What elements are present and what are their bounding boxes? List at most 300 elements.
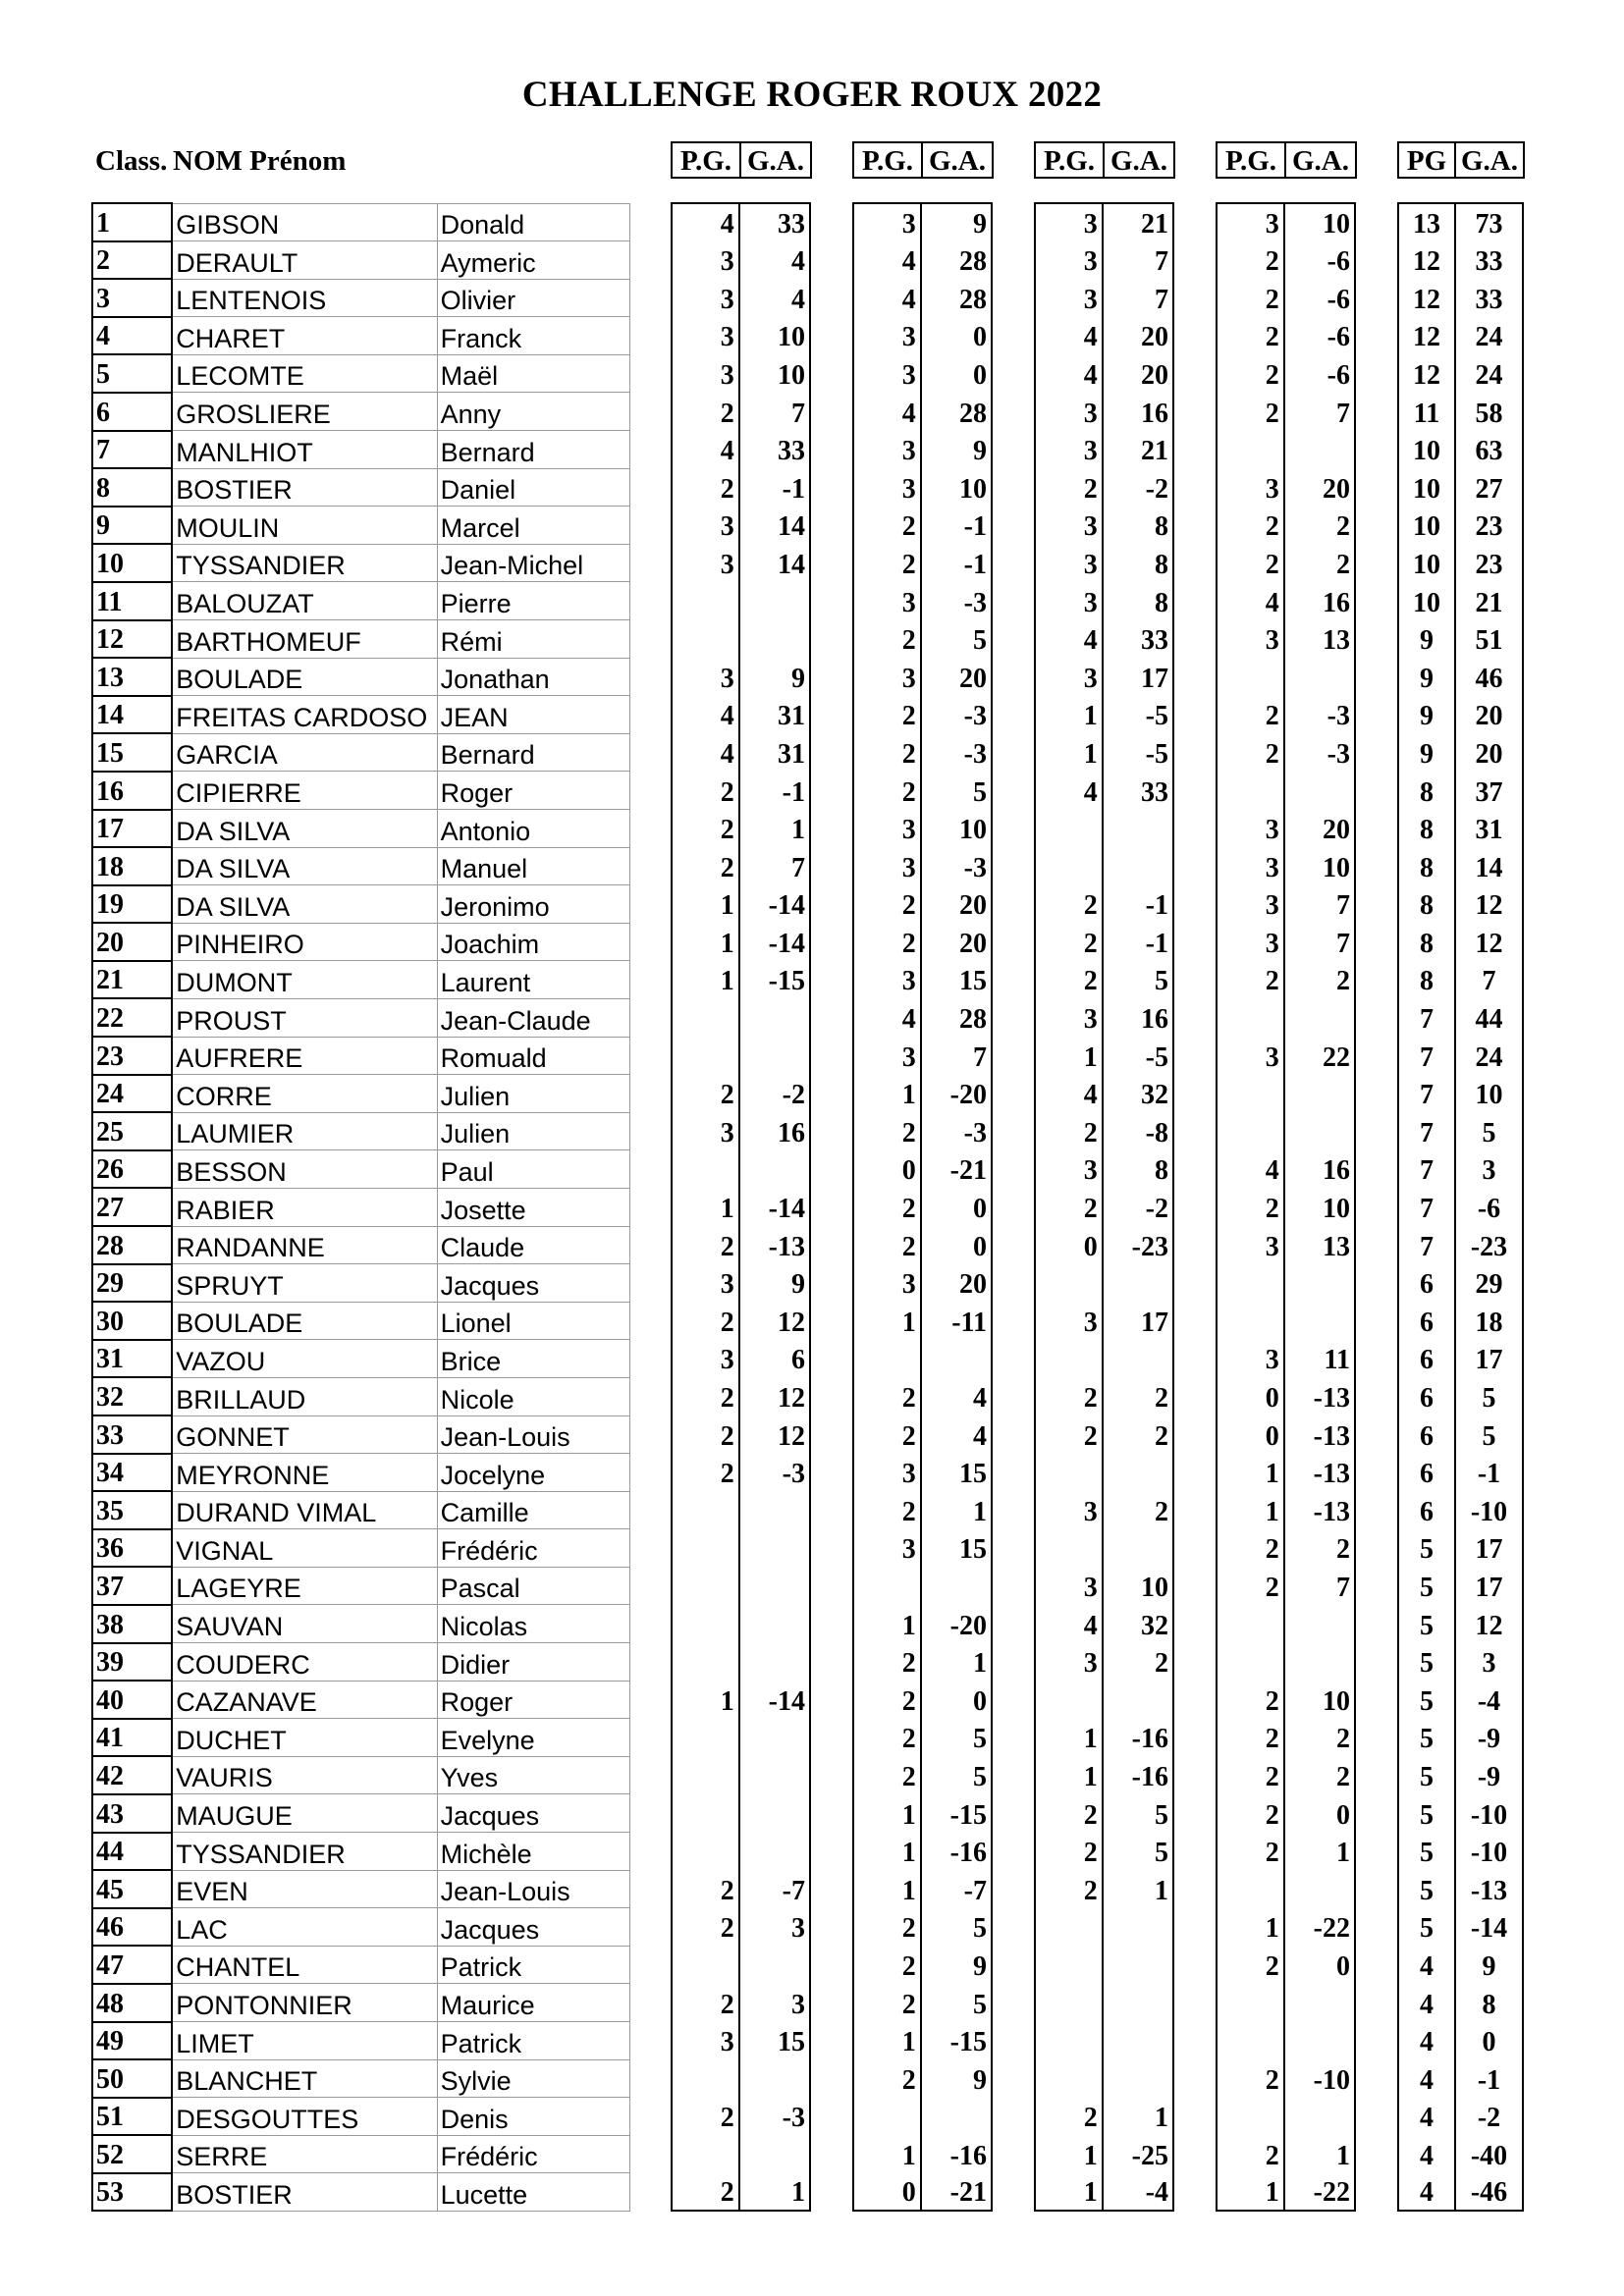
total-pg-cell: 9	[1398, 733, 1455, 772]
total-ga-cell: 17	[1475, 1345, 1503, 1376]
pg-cell: 2	[1217, 961, 1284, 999]
table-row	[92, 1794, 630, 1833]
score-row	[1217, 1302, 1355, 1340]
pg-cell	[672, 1529, 739, 1568]
pg-cell: 2	[853, 2059, 921, 2098]
rank-cell: 35	[92, 1491, 172, 1529]
pg-cell: 3	[1217, 1340, 1284, 1378]
rank-cell: 14	[92, 696, 172, 734]
last-name-cell: BALOUZAT	[172, 582, 437, 620]
header-total	[1397, 141, 1525, 179]
rank-cell: 48	[92, 1984, 172, 2022]
table-row	[92, 1075, 630, 1113]
last-name-cell: DURAND VIMAL	[172, 1491, 437, 1529]
ga-cell: 15	[959, 1534, 987, 1566]
ga-cell: 31	[778, 738, 805, 770]
score-row	[853, 1112, 992, 1150]
score-row	[853, 279, 992, 317]
rank-cell: 45	[92, 1870, 172, 1908]
total-row	[1398, 1643, 1523, 1682]
ga-cell: 10	[1323, 1685, 1350, 1717]
last-name-cell: DUMONT	[172, 961, 437, 999]
rank-cell: 7	[92, 431, 172, 469]
last-name-cell: VAURIS	[172, 1756, 437, 1794]
pg-cell	[672, 1756, 739, 1794]
total-row	[1398, 2135, 1523, 2173]
score-row	[672, 468, 810, 507]
last-name-cell: LAUMIER	[172, 1112, 437, 1150]
pg-cell: 2	[672, 810, 739, 848]
score-row	[1217, 1719, 1355, 1757]
score-row	[853, 620, 992, 659]
total-pg-cell: 8	[1398, 847, 1455, 885]
total-ga-cell: 51	[1475, 625, 1503, 657]
ga-cell: 0	[973, 359, 987, 391]
rank-cell: 38	[92, 1605, 172, 1643]
ga-cell: 2	[1155, 1383, 1168, 1414]
total-row	[1398, 1794, 1523, 1833]
ga-cell: 8	[1155, 1155, 1168, 1187]
rank-cell: 50	[92, 2059, 172, 2098]
pg-cell: 2	[853, 1112, 921, 1150]
first-name-cell: Maurice	[437, 1984, 629, 2022]
ga-cell: 28	[959, 246, 987, 278]
ga-cell: 11	[1324, 1345, 1350, 1376]
total-ga-cell: 24	[1475, 1041, 1503, 1073]
score-row	[1035, 354, 1173, 393]
pg-cell: 3	[1217, 620, 1284, 659]
ga-cell: 28	[959, 284, 987, 315]
pg-cell: 2	[672, 393, 739, 431]
table-row	[92, 1870, 630, 1908]
ga-cell: 4	[791, 246, 805, 278]
pg-cell: 2	[853, 1188, 921, 1226]
rank-cell: 37	[92, 1567, 172, 1605]
total-pg-cell: 5	[1398, 1529, 1455, 1568]
ga-cell	[1284, 1112, 1355, 1150]
pg-cell	[853, 2098, 921, 2136]
pg-cell: 1	[853, 1605, 921, 1643]
score-row	[1035, 847, 1173, 885]
table-row	[92, 2059, 630, 2098]
table-row	[92, 1264, 630, 1303]
ga-cell: 1	[973, 1648, 987, 1680]
ga-cell	[739, 1719, 810, 1757]
table-row	[92, 620, 630, 659]
ga-cell: 20	[959, 890, 987, 922]
score-row	[1035, 1756, 1173, 1794]
total-ga-cell: 5	[1482, 1117, 1496, 1148]
ga-cell: -14	[768, 1685, 805, 1717]
score-row	[1035, 1870, 1173, 1908]
pg-cell: 2	[853, 1946, 921, 1984]
last-name-cell: RABIER	[172, 1188, 437, 1226]
ga-cell: 2	[1336, 1761, 1350, 1792]
score-row	[1217, 1946, 1355, 1984]
total-pg-cell: 7	[1398, 1226, 1455, 1264]
pg-cell: 3	[853, 1529, 921, 1568]
ga-cell: 6	[791, 1345, 805, 1376]
ga-cell	[921, 2098, 992, 2136]
score-row	[853, 468, 992, 507]
rank-cell: 31	[92, 1340, 172, 1378]
score-row	[672, 620, 810, 659]
ga-cell: 5	[973, 1989, 987, 2020]
score-row	[1217, 2022, 1355, 2060]
rank-cell: 33	[92, 1415, 172, 1454]
pg-cell: 3	[853, 203, 921, 241]
total-row	[1398, 1377, 1523, 1415]
table-row	[92, 1454, 630, 1492]
ga-cell	[1284, 1075, 1355, 1113]
ga-cell: 0	[1336, 1799, 1350, 1831]
score-row	[1217, 1491, 1355, 1529]
total-row	[1398, 1984, 1523, 2022]
rank-cell: 41	[92, 1719, 172, 1757]
last-name-cell: CHANTEL	[172, 1946, 437, 1984]
ga-cell: 12	[778, 1420, 805, 1452]
ga-cell: -8	[1145, 1117, 1168, 1148]
last-name-cell: CORRE	[172, 1075, 437, 1113]
score-row	[1217, 2059, 1355, 2098]
score-row	[672, 1075, 810, 1113]
last-name-cell: SPRUYT	[172, 1264, 437, 1303]
ga-cell: 20	[1141, 359, 1168, 391]
total-pg-cell: 7	[1398, 998, 1455, 1037]
total-row	[1398, 279, 1523, 317]
pg-cell	[672, 1719, 739, 1757]
total-row	[1398, 1833, 1523, 1871]
score-row	[1035, 772, 1173, 810]
score-row	[853, 2098, 992, 2136]
pg-cell	[672, 1491, 739, 1529]
first-name-cell: Frédéric	[437, 1529, 629, 1568]
ga-cell: 1	[1336, 2140, 1350, 2171]
rank-cell: 11	[92, 582, 172, 620]
ga-cell	[1284, 658, 1355, 696]
score-row	[1035, 961, 1173, 999]
total-pg-cell: 4	[1398, 1946, 1455, 1984]
table-row	[92, 2135, 630, 2173]
rank-cell: 44	[92, 1833, 172, 1871]
score-row	[672, 1529, 810, 1568]
pg-cell: 2	[853, 1908, 921, 1947]
total-ga-cell: 21	[1475, 587, 1503, 618]
score-row	[1035, 1377, 1173, 1415]
pg-cell	[1217, 1870, 1284, 1908]
first-name-cell: Brice	[437, 1340, 629, 1378]
score-row	[1035, 1264, 1173, 1303]
ga-cell: -13	[1313, 1383, 1350, 1414]
pg-cell: 1	[1035, 2173, 1103, 2212]
ga-cell: -3	[963, 701, 987, 732]
score-row	[672, 1946, 810, 1984]
pg-cell: 2	[1035, 885, 1103, 924]
pg-cell: 4	[1217, 1150, 1284, 1189]
score-row	[1217, 2098, 1355, 2136]
pg-cell: 3	[672, 317, 739, 355]
pg-cell: 1	[1035, 1037, 1103, 1075]
table-row	[92, 733, 630, 772]
table-row	[92, 961, 630, 999]
pg-cell	[1217, 1302, 1284, 1340]
score-row	[853, 1794, 992, 1833]
header-round-3	[1034, 141, 1175, 179]
score-row	[853, 393, 992, 431]
total-pg-cell: 12	[1398, 279, 1455, 317]
last-name-cell: BOSTIER	[172, 2173, 437, 2212]
header-ga: G.A.	[747, 145, 804, 177]
last-name-cell: GROSLIERE	[172, 393, 437, 431]
total-row	[1398, 354, 1523, 393]
pg-cell	[672, 2059, 739, 2098]
ga-cell: 8	[1155, 549, 1168, 580]
score-row	[672, 1870, 810, 1908]
header-round-2	[852, 141, 994, 179]
last-name-cell: DA SILVA	[172, 885, 437, 924]
pg-cell: 1	[672, 885, 739, 924]
total-pg-cell: 6	[1398, 1340, 1455, 1378]
last-name-cell: DUCHET	[172, 1719, 437, 1757]
pg-cell: 2	[1217, 1756, 1284, 1794]
score-row	[1217, 279, 1355, 317]
ga-cell: 1	[973, 1496, 987, 1527]
ga-cell: -16	[949, 1838, 987, 1869]
total-ga-cell: 29	[1475, 1269, 1503, 1301]
pg-cell: 2	[1217, 696, 1284, 734]
rank-cell: 28	[92, 1226, 172, 1264]
total-pg-cell: 6	[1398, 1264, 1455, 1303]
table-row	[92, 1529, 630, 1568]
score-row	[1035, 733, 1173, 772]
ga-cell: -1	[1145, 928, 1168, 959]
total-row	[1398, 1946, 1523, 1984]
score-row	[1035, 241, 1173, 280]
ga-cell	[739, 582, 810, 620]
pg-cell	[1035, 847, 1103, 885]
ga-cell	[1103, 1264, 1173, 1303]
pg-cell	[672, 1605, 739, 1643]
first-name-cell: Rémi	[437, 620, 629, 659]
score-row	[672, 317, 810, 355]
rank-cell: 15	[92, 733, 172, 772]
score-row	[1035, 2173, 1173, 2212]
score-row	[1035, 1075, 1173, 1113]
score-row	[672, 431, 810, 469]
first-name-cell: Nicolas	[437, 1605, 629, 1643]
total-row	[1398, 544, 1523, 582]
total-row	[1398, 1340, 1523, 1378]
ga-cell: -3	[963, 587, 987, 618]
total-ga-cell: 20	[1475, 701, 1503, 732]
total-row	[1398, 733, 1523, 772]
total-ga-cell: 73	[1475, 208, 1503, 240]
ga-cell: 12	[778, 1383, 805, 1414]
table-row	[92, 1567, 630, 1605]
ga-cell: 10	[1323, 1194, 1350, 1225]
pg-cell	[672, 2135, 739, 2173]
rank-cell: 13	[92, 658, 172, 696]
score-row	[853, 1415, 992, 1454]
total-pg-cell: 13	[1398, 203, 1455, 241]
pg-cell	[672, 998, 739, 1037]
ga-cell: -16	[949, 2140, 987, 2171]
total-ga-cell: 23	[1475, 511, 1503, 543]
score-row	[1217, 582, 1355, 620]
total-ga-cell: 17	[1475, 1572, 1503, 1603]
last-name-cell: BRILLAUD	[172, 1377, 437, 1415]
first-name-cell: Julien	[437, 1112, 629, 1150]
header-name: NOM Prénom	[173, 145, 347, 177]
pg-cell: 4	[853, 393, 921, 431]
ga-cell: -5	[1145, 1041, 1168, 1073]
total-pg-cell: 12	[1398, 317, 1455, 355]
pg-cell: 0	[853, 1150, 921, 1189]
ga-cell	[739, 1605, 810, 1643]
last-name-cell: GARCIA	[172, 733, 437, 772]
total-row	[1398, 2022, 1523, 2060]
ga-cell: -10	[1313, 2064, 1350, 2096]
pg-cell: 2	[672, 1377, 739, 1415]
pg-cell	[1217, 658, 1284, 696]
table-row	[92, 1643, 630, 1682]
ga-cell: 33	[1141, 776, 1168, 808]
pg-cell: 3	[1217, 1037, 1284, 1075]
score-row	[1217, 1643, 1355, 1682]
total-row	[1398, 241, 1523, 280]
score-row	[1217, 810, 1355, 848]
rank-cell: 21	[92, 961, 172, 999]
score-row	[1217, 1150, 1355, 1189]
last-name-cell: BOULADE	[172, 1302, 437, 1340]
ga-cell: 1	[791, 815, 805, 846]
ga-cell: 7	[1336, 928, 1350, 959]
last-name-cell: DA SILVA	[172, 810, 437, 848]
pg-cell	[1035, 1681, 1103, 1719]
ga-cell: 20	[1323, 473, 1350, 505]
first-name-cell: Jean-Louis	[437, 1415, 629, 1454]
total-row	[1398, 1302, 1523, 1340]
pg-cell: 2	[1035, 1833, 1103, 1871]
ga-cell: 7	[791, 852, 805, 883]
pg-cell	[1217, 998, 1284, 1037]
pg-cell: 1	[1217, 2173, 1284, 2212]
first-name-cell: Joachim	[437, 923, 629, 961]
pg-cell: 2	[853, 1984, 921, 2022]
pg-cell: 2	[672, 1454, 739, 1492]
pg-cell	[1217, 1112, 1284, 1150]
total-row	[1398, 507, 1523, 545]
pg-cell: 2	[672, 2098, 739, 2136]
ga-cell: 10	[1323, 208, 1350, 240]
last-name-cell: LAC	[172, 1908, 437, 1947]
last-name-cell: MOULIN	[172, 507, 437, 545]
score-row	[1217, 696, 1355, 734]
score-row	[1217, 1264, 1355, 1303]
pg-cell: 1	[1035, 1756, 1103, 1794]
total-pg-cell: 7	[1398, 1037, 1455, 1075]
table-row	[92, 279, 630, 317]
rank-cell: 19	[92, 885, 172, 924]
score-row	[672, 279, 810, 317]
score-row	[1035, 1794, 1173, 1833]
pg-cell	[1217, 1075, 1284, 1113]
score-row	[672, 1908, 810, 1947]
pg-cell: 4	[1035, 1075, 1103, 1113]
last-name-cell: CAZANAVE	[172, 1681, 437, 1719]
first-name-cell: Daniel	[437, 468, 629, 507]
total-pg-cell: 8	[1398, 885, 1455, 924]
total-row	[1398, 696, 1523, 734]
total-pg-cell: 5	[1398, 1756, 1455, 1794]
pg-cell: 2	[672, 1984, 739, 2022]
last-name-cell: LENTENOIS	[172, 279, 437, 317]
pg-cell: 2	[1035, 1794, 1103, 1833]
first-name-cell: Didier	[437, 1643, 629, 1682]
first-name-cell: Pierre	[437, 582, 629, 620]
ga-cell: 2	[1336, 1534, 1350, 1566]
pg-cell: 2	[1217, 1946, 1284, 1984]
score-row	[1035, 2022, 1173, 2060]
pg-cell: 2	[853, 696, 921, 734]
ga-cell: 21	[1141, 208, 1168, 240]
total-row	[1398, 468, 1523, 507]
rank-cell: 10	[92, 544, 172, 582]
score-row	[853, 1719, 992, 1757]
total-ga-cell: 0	[1482, 2027, 1496, 2058]
total-ga-cell: 5	[1482, 1383, 1496, 1414]
score-row	[1217, 1188, 1355, 1226]
score-row	[672, 1719, 810, 1757]
rank-cell: 3	[92, 279, 172, 317]
rank-cell: 51	[92, 2098, 172, 2136]
ga-cell	[1103, 1908, 1173, 1947]
table-row	[92, 847, 630, 885]
last-name-cell: LECOMTE	[172, 354, 437, 393]
total-row	[1398, 1112, 1523, 1150]
first-name-cell: Jean-Claude	[437, 998, 629, 1037]
ga-cell: 0	[973, 1194, 987, 1225]
ga-cell: 7	[1336, 1572, 1350, 1603]
total-row	[1398, 998, 1523, 1037]
pg-cell: 2	[672, 847, 739, 885]
total-ga-cell: 31	[1475, 815, 1503, 846]
first-name-cell: Jonathan	[437, 658, 629, 696]
last-name-cell: CHARET	[172, 317, 437, 355]
ga-cell: 2	[1155, 1496, 1168, 1527]
players-table	[91, 202, 630, 2212]
score-row	[853, 1946, 992, 1984]
ga-cell: 1	[1155, 1875, 1168, 1906]
pg-cell: 2	[853, 1226, 921, 1264]
ga-cell	[739, 2135, 810, 2173]
ga-cell: 5	[973, 625, 987, 657]
total-ga-cell: 12	[1475, 928, 1503, 959]
score-row	[1217, 203, 1355, 241]
table-row	[92, 1112, 630, 1150]
score-row	[672, 810, 810, 848]
total-row	[1398, 431, 1523, 469]
ga-cell: 1	[1336, 1838, 1350, 1869]
pg-cell	[672, 1037, 739, 1075]
total-pg-cell: 6	[1398, 1302, 1455, 1340]
rank-cell: 29	[92, 1264, 172, 1303]
ga-cell: -14	[768, 890, 805, 922]
ga-cell: -15	[768, 966, 805, 997]
score-row	[1035, 1681, 1173, 1719]
total-row	[1398, 1605, 1523, 1643]
header-total-ga: G.A.	[1461, 145, 1518, 177]
